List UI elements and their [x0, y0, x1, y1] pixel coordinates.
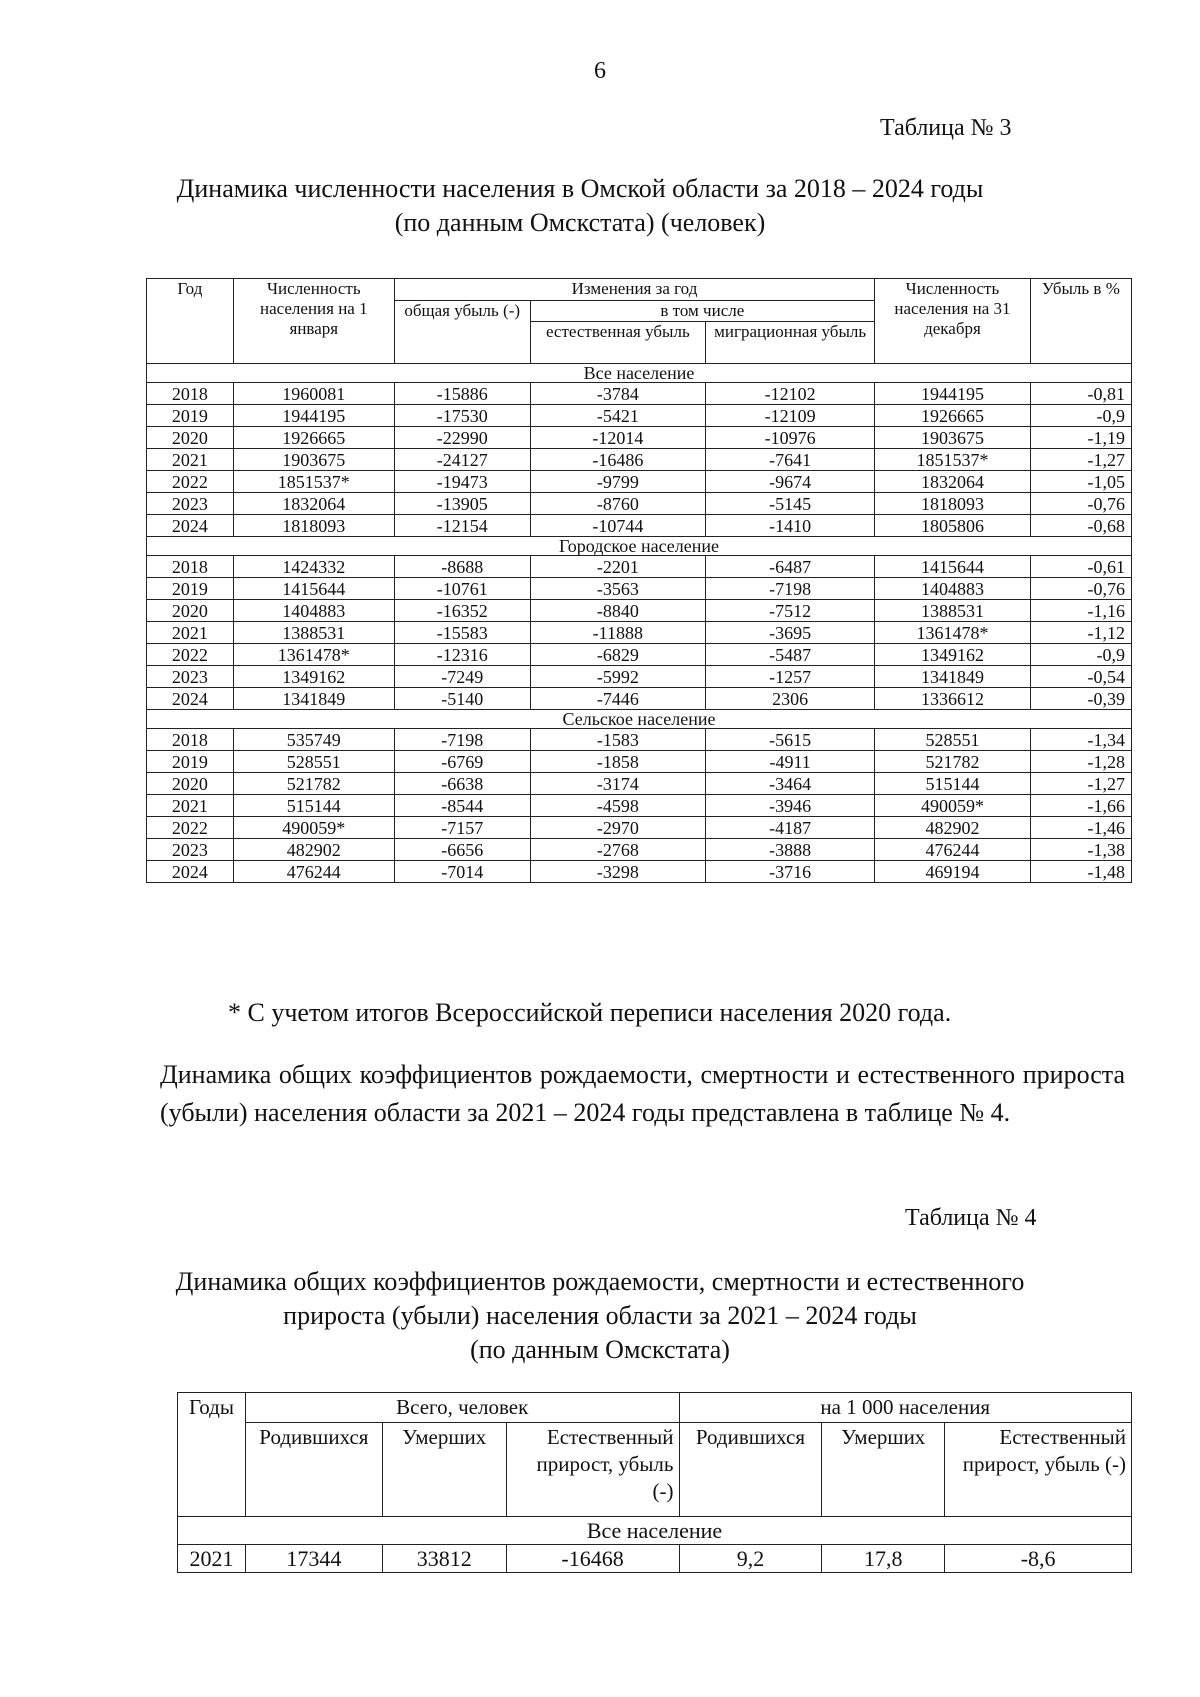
table-cell: -6769 — [394, 751, 530, 773]
table-cell: 2018 — [147, 383, 234, 405]
table-cell: -10976 — [706, 427, 875, 449]
table-cell: 2019 — [147, 405, 234, 427]
table-cell: -1,27 — [1030, 773, 1131, 795]
table-cell: -1,19 — [1030, 427, 1131, 449]
table-cell: -1,12 — [1030, 622, 1131, 644]
table-row — [147, 383, 1132, 405]
table-cell: -5145 — [706, 493, 875, 515]
table-cell: 2023 — [147, 493, 234, 515]
t4-cell: -8,6 — [945, 1545, 1132, 1573]
table-cell: -0,61 — [1030, 556, 1131, 578]
table-cell: -0,76 — [1030, 493, 1131, 515]
table-cell: 1818093 — [233, 515, 394, 537]
table-cell: -1,28 — [1030, 751, 1131, 773]
table-cell: -10761 — [394, 578, 530, 600]
header-changes: Изменения за год — [394, 279, 874, 301]
table-cell: 2021 — [147, 795, 234, 817]
table-row — [147, 839, 1132, 861]
table-cell: 528551 — [875, 729, 1031, 751]
table-row — [147, 817, 1132, 839]
table-cell: 2023 — [147, 839, 234, 861]
table-row — [147, 600, 1132, 622]
table-cell: -0,9 — [1030, 644, 1131, 666]
table-cell: 1851537* — [233, 471, 394, 493]
t4-header-died-rate: Умерших — [822, 1423, 945, 1517]
header-incl: в том числе — [530, 301, 875, 322]
table4-caption-line3: (по данным Омскстата) — [470, 1335, 730, 1364]
table-cell: -2768 — [530, 839, 706, 861]
table-cell: 1349162 — [233, 666, 394, 688]
table-cell: -3464 — [706, 773, 875, 795]
t4-cell: 17,8 — [822, 1545, 945, 1573]
table-row — [147, 427, 1132, 449]
table-cell: 1903675 — [233, 449, 394, 471]
header-natural: естественная убыль — [530, 322, 706, 364]
table-cell: -0,81 — [1030, 383, 1131, 405]
table-cell: 1388531 — [875, 600, 1031, 622]
table-cell: 1805806 — [875, 515, 1031, 537]
table-cell: 521782 — [233, 773, 394, 795]
table-cell: 469194 — [875, 861, 1031, 883]
table-cell: 1424332 — [233, 556, 394, 578]
table-cell: -5615 — [706, 729, 875, 751]
table-cell: 482902 — [233, 839, 394, 861]
table-cell: -8544 — [394, 795, 530, 817]
table-cell: -8760 — [530, 493, 706, 515]
t4-header-born-rate: Родившихся — [679, 1423, 822, 1517]
table-cell: 1926665 — [233, 427, 394, 449]
table-cell: 1818093 — [875, 493, 1031, 515]
table-cell: 1341849 — [233, 688, 394, 710]
table-row — [147, 773, 1132, 795]
table4-caption — [120, 1265, 1080, 1367]
table-cell: -24127 — [394, 449, 530, 471]
table-cell: -5992 — [530, 666, 706, 688]
table-cell: -19473 — [394, 471, 530, 493]
table-cell: -1257 — [706, 666, 875, 688]
table-cell: -12109 — [706, 405, 875, 427]
table-row — [147, 622, 1132, 644]
table-cell: -22990 — [394, 427, 530, 449]
table-cell: 528551 — [233, 751, 394, 773]
table-cell: -6829 — [530, 644, 706, 666]
section-title: Сельское население — [147, 710, 1132, 729]
table-cell: -9799 — [530, 471, 706, 493]
table-cell: -12316 — [394, 644, 530, 666]
table-cell: -3716 — [706, 861, 875, 883]
body-paragraph: Динамика общих коэффициентов рождаемости, смертности и естественного прироста (убыли) населения области за 2021 – 2024 годы представлена в таблице № 4. — [160, 1060, 1125, 1127]
table3-caption-line2: (по данным Омскстата) (человек) — [394, 208, 766, 237]
table-cell: 1944195 — [875, 383, 1031, 405]
table-cell: -4187 — [706, 817, 875, 839]
table4-label: Таблица № 4 — [905, 1205, 1037, 1231]
section-title: Городское население — [147, 537, 1132, 556]
table-cell: -7446 — [530, 688, 706, 710]
table-cell: -11888 — [530, 622, 706, 644]
table-cell: 1415644 — [233, 578, 394, 600]
header-pop-start: Численность населения на 1 января — [233, 279, 394, 364]
table-cell: -15886 — [394, 383, 530, 405]
t4-header-died: Умерших — [382, 1423, 506, 1517]
section-row — [147, 537, 1132, 556]
t4-cell: 17344 — [245, 1545, 382, 1573]
table-cell: 2020 — [147, 427, 234, 449]
table-row — [147, 795, 1132, 817]
table-cell: -3298 — [530, 861, 706, 883]
table-row — [147, 556, 1132, 578]
table-cell: -5421 — [530, 405, 706, 427]
table-cell: 482902 — [875, 817, 1031, 839]
t4-header-years: Годы — [178, 1393, 246, 1517]
header-year: Год — [147, 279, 234, 364]
table-cell: 2020 — [147, 773, 234, 795]
t4-header-born: Родившихся — [245, 1423, 382, 1517]
section-row — [147, 710, 1132, 729]
header-migration: миграционная убыль — [706, 322, 875, 364]
table4-caption-line2: прироста (убыли) населения области за 2021 – 2024 годы — [283, 1301, 917, 1330]
header-loss-pct: Убыль в % — [1030, 279, 1131, 364]
table-cell: -0,68 — [1030, 515, 1131, 537]
t4-section-title: Все население — [178, 1517, 1132, 1545]
table-cell: -9674 — [706, 471, 875, 493]
table-cell: -0,54 — [1030, 666, 1131, 688]
table-cell: -7641 — [706, 449, 875, 471]
table-cell: 515144 — [233, 795, 394, 817]
table-cell: 1361478* — [875, 622, 1031, 644]
table-cell: 1851537* — [875, 449, 1031, 471]
table-cell: 515144 — [875, 773, 1031, 795]
table-cell: -3174 — [530, 773, 706, 795]
footnote: * С учетом итогов Всероссийской переписи населения 2020 года. — [228, 998, 952, 1027]
table-row — [147, 405, 1132, 427]
table-cell: -3946 — [706, 795, 875, 817]
table-cell: 2306 — [706, 688, 875, 710]
t4-cell: 33812 — [382, 1545, 506, 1573]
table-cell: -6487 — [706, 556, 875, 578]
t4-header-natural: Естественный прирост, убыль (-) — [506, 1423, 679, 1517]
table-cell: -1858 — [530, 751, 706, 773]
table-cell: 2018 — [147, 729, 234, 751]
table-cell: -1,38 — [1030, 839, 1131, 861]
table-cell: -5140 — [394, 688, 530, 710]
table-cell: 2021 — [147, 622, 234, 644]
table-cell: 1832064 — [233, 493, 394, 515]
section-title: Все население — [147, 364, 1132, 383]
table-row — [147, 578, 1132, 600]
table-cell: 1361478* — [233, 644, 394, 666]
table-cell: -13905 — [394, 493, 530, 515]
table-row — [147, 515, 1132, 537]
t4-header-total: Всего, человек — [245, 1393, 679, 1423]
birth-death-table — [177, 1392, 1132, 1573]
table-cell: 2021 — [147, 449, 234, 471]
table-cell: 2024 — [147, 688, 234, 710]
table-cell: -7198 — [394, 729, 530, 751]
table-cell: 476244 — [233, 861, 394, 883]
table-cell: -12014 — [530, 427, 706, 449]
t4-header-natural-rate: Естественный прирост, убыль (-) — [945, 1423, 1132, 1517]
table-cell: 1336612 — [875, 688, 1031, 710]
table-cell: -17530 — [394, 405, 530, 427]
table-cell: 1404883 — [233, 600, 394, 622]
table-cell: -1,48 — [1030, 861, 1131, 883]
table-cell: -10744 — [530, 515, 706, 537]
table-cell: 1341849 — [875, 666, 1031, 688]
table-cell: -3784 — [530, 383, 706, 405]
table-cell: -1,16 — [1030, 600, 1131, 622]
table-cell: -16486 — [530, 449, 706, 471]
table3-label: Таблица № 3 — [880, 115, 1012, 141]
table-row — [147, 449, 1132, 471]
table3-caption-line1: Динамика численности населения в Омской области за 2018 – 2024 годы — [176, 174, 984, 203]
table-row — [147, 688, 1132, 710]
table-cell: -0,9 — [1030, 405, 1131, 427]
table-cell: 2022 — [147, 471, 234, 493]
table-cell: -2970 — [530, 817, 706, 839]
table-row — [147, 861, 1132, 883]
table-cell: -1583 — [530, 729, 706, 751]
table-cell: 2022 — [147, 817, 234, 839]
table-cell: 2019 — [147, 751, 234, 773]
table-cell: 2024 — [147, 515, 234, 537]
table-cell: 521782 — [875, 751, 1031, 773]
table-cell: 1349162 — [875, 644, 1031, 666]
table-cell: -7014 — [394, 861, 530, 883]
table-cell: -2201 — [530, 556, 706, 578]
table-cell: 1388531 — [233, 622, 394, 644]
table-cell: -3695 — [706, 622, 875, 644]
header-total-loss: общая убыль (-) — [394, 301, 530, 364]
table-cell: -3888 — [706, 839, 875, 861]
table-cell: -4598 — [530, 795, 706, 817]
table-cell: 1926665 — [875, 405, 1031, 427]
table-cell: -7198 — [706, 578, 875, 600]
table-cell: 1404883 — [875, 578, 1031, 600]
header-pop-end: Численность населения на 31 декабря — [875, 279, 1031, 364]
table-cell: -4911 — [706, 751, 875, 773]
table-cell: -7157 — [394, 817, 530, 839]
table-cell: -1,27 — [1030, 449, 1131, 471]
table-cell: 2019 — [147, 578, 234, 600]
table-row — [147, 493, 1132, 515]
t4-cell: 2021 — [178, 1545, 246, 1573]
table-cell: 1960081 — [233, 383, 394, 405]
table-cell: -8840 — [530, 600, 706, 622]
t4-cell: -16468 — [506, 1545, 679, 1573]
table-cell: -1,05 — [1030, 471, 1131, 493]
table-cell: 535749 — [233, 729, 394, 751]
table-row — [147, 751, 1132, 773]
table-cell: -6638 — [394, 773, 530, 795]
table-cell: 490059* — [875, 795, 1031, 817]
table-cell: -12154 — [394, 515, 530, 537]
table-cell: 2018 — [147, 556, 234, 578]
table-cell: -0,39 — [1030, 688, 1131, 710]
table-cell: 476244 — [875, 839, 1031, 861]
table-cell: -5487 — [706, 644, 875, 666]
table-cell: 1832064 — [875, 471, 1031, 493]
table-row — [147, 644, 1132, 666]
table-cell: -1410 — [706, 515, 875, 537]
table-row — [178, 1545, 1132, 1573]
table-cell: 1944195 — [233, 405, 394, 427]
table-cell: -16352 — [394, 600, 530, 622]
t4-cell: 9,2 — [679, 1545, 822, 1573]
table-cell: 2023 — [147, 666, 234, 688]
table-row — [147, 471, 1132, 493]
table-row — [147, 729, 1132, 751]
table3-caption — [100, 172, 1060, 240]
table-cell: 1903675 — [875, 427, 1031, 449]
table-cell: -6656 — [394, 839, 530, 861]
table-cell: -3563 — [530, 578, 706, 600]
table-cell: -7249 — [394, 666, 530, 688]
table-cell: -1,34 — [1030, 729, 1131, 751]
page-number: 6 — [594, 58, 606, 84]
table-cell: 2020 — [147, 600, 234, 622]
section-row — [147, 364, 1132, 383]
table-cell: 2022 — [147, 644, 234, 666]
t4-header-per1000: на 1 000 населения — [679, 1393, 1132, 1423]
population-table — [146, 278, 1132, 883]
table-row — [147, 666, 1132, 688]
table-cell: -1,46 — [1030, 817, 1131, 839]
table-cell: -8688 — [394, 556, 530, 578]
table-cell: 490059* — [233, 817, 394, 839]
table-cell: 1415644 — [875, 556, 1031, 578]
table-cell: -15583 — [394, 622, 530, 644]
table-cell: -0,76 — [1030, 578, 1131, 600]
table-cell: -7512 — [706, 600, 875, 622]
table-cell: -12102 — [706, 383, 875, 405]
table4-caption-line1: Динамика общих коэффициентов рождаемости, смертности и естественного — [175, 1267, 1025, 1296]
table-cell: 2024 — [147, 861, 234, 883]
table-cell: -1,66 — [1030, 795, 1131, 817]
